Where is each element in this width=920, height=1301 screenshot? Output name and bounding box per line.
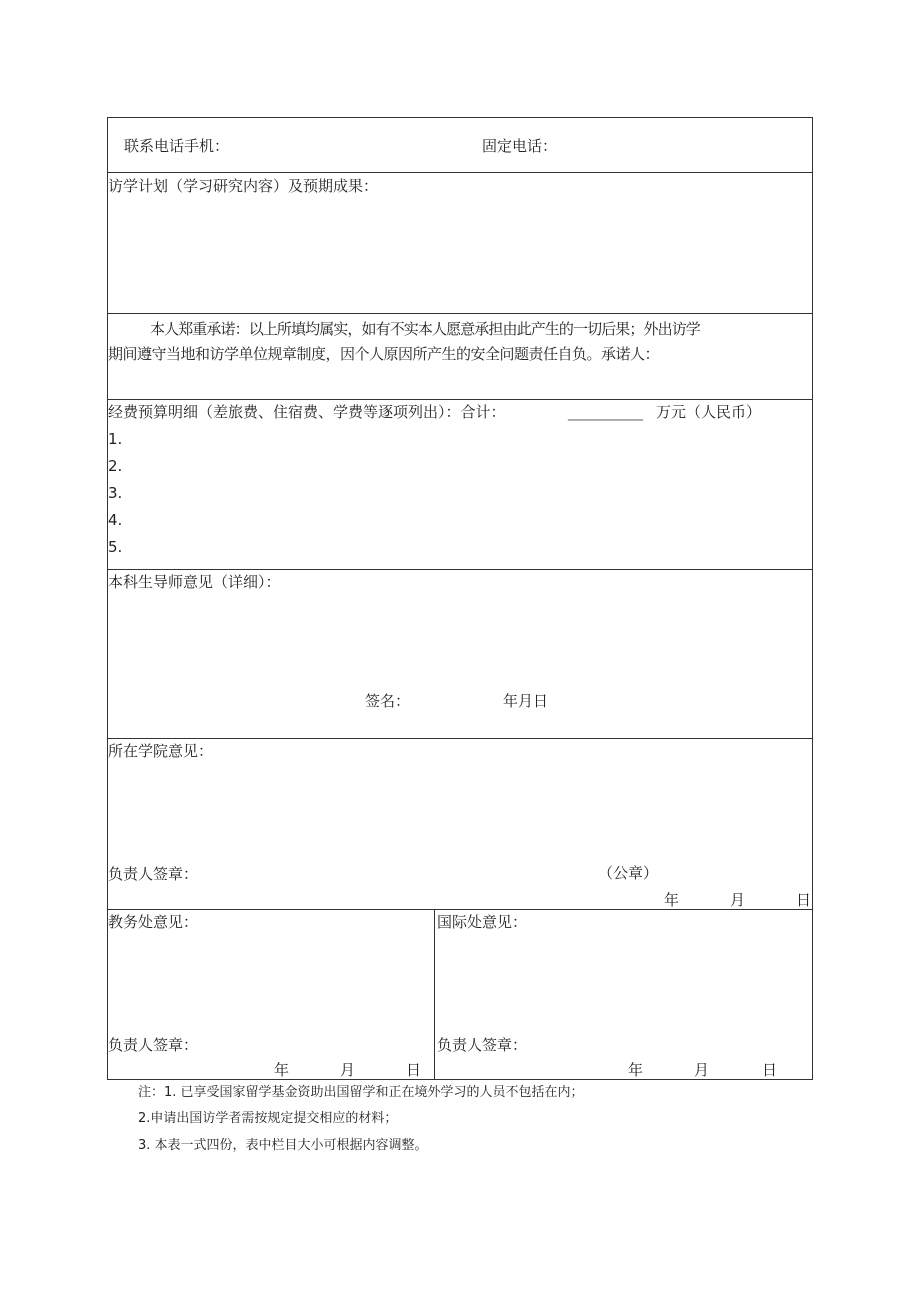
academic-affairs-day-label: 日 [406,1061,422,1079]
pledge-line-2: 期间遵守当地和访学单位规章制度，因个人原因所产生的安全问题责任自负。承诺人： [108,345,660,363]
row-divider [107,569,813,570]
college-opinion-label: 所在学院意见： [108,742,214,760]
note-line-3: 3. 本表一式四份，表中栏目大小可根据内容调整。 [138,1138,428,1153]
budget-item-3: 3. [108,484,123,502]
academic-affairs-year-label: 年 [274,1061,290,1079]
international-month-label: 月 [694,1061,710,1079]
international-year-label: 年 [628,1061,644,1079]
row-divider [107,313,813,314]
budget-item-5: 5. [108,538,123,556]
advisor-date-label: 年月日 [503,692,549,710]
budget-label: 经费预算明细（差旅费、住宿费、学费等逐项列出）：合计： [108,403,506,421]
row-divider [107,738,813,739]
budget-item-2: 2. [108,457,123,475]
college-signer-label: 负责人签章： [108,865,199,883]
college-seal-label: （公章） [598,864,659,882]
advisor-signature-label: 签名： [365,692,411,710]
academic-affairs-opinion-label: 教务处意见： [108,913,199,931]
budget-unit: 万元（人民币） [656,403,762,421]
row-divider [107,909,813,910]
form-table [107,117,813,1080]
college-year-label: 年 [664,891,680,909]
note-line-2: 2.申请出国访学者需按规定提交相应的材料； [138,1111,398,1126]
pledge-line-1: 本人郑重承诺：以上所填均属实，如有不实本人愿意承担由此产生的一切后果；外出访学 [150,320,700,338]
academic-affairs-month-label: 月 [340,1061,356,1079]
international-opinion-label: 国际处意见： [437,913,528,931]
column-divider [434,909,435,1080]
academic-affairs-signer-label: 负责人签章： [108,1036,199,1054]
international-signer-label: 负责人签章： [437,1036,528,1054]
row-divider [107,399,813,400]
row-divider [107,172,813,173]
college-month-label: 月 [730,891,746,909]
budget-item-4: 4. [108,511,123,529]
advisor-opinion-label: 本科生导师意见（详细）： [108,573,281,591]
international-day-label: 日 [762,1061,778,1079]
study-plan-label: 访学计划（学习研究内容）及预期成果： [108,177,379,195]
landline-phone-label: 固定电话： [482,137,558,155]
mobile-phone-label: 联系电话手机： [124,137,230,155]
budget-total-blank: __________ [568,403,643,421]
budget-item-1: 1. [108,430,123,448]
note-line-1: 注：1. 已享受国家留学基金资助出国留学和正在境外学习的人员不包括在内； [138,1085,584,1100]
college-day-label: 日 [796,891,812,909]
